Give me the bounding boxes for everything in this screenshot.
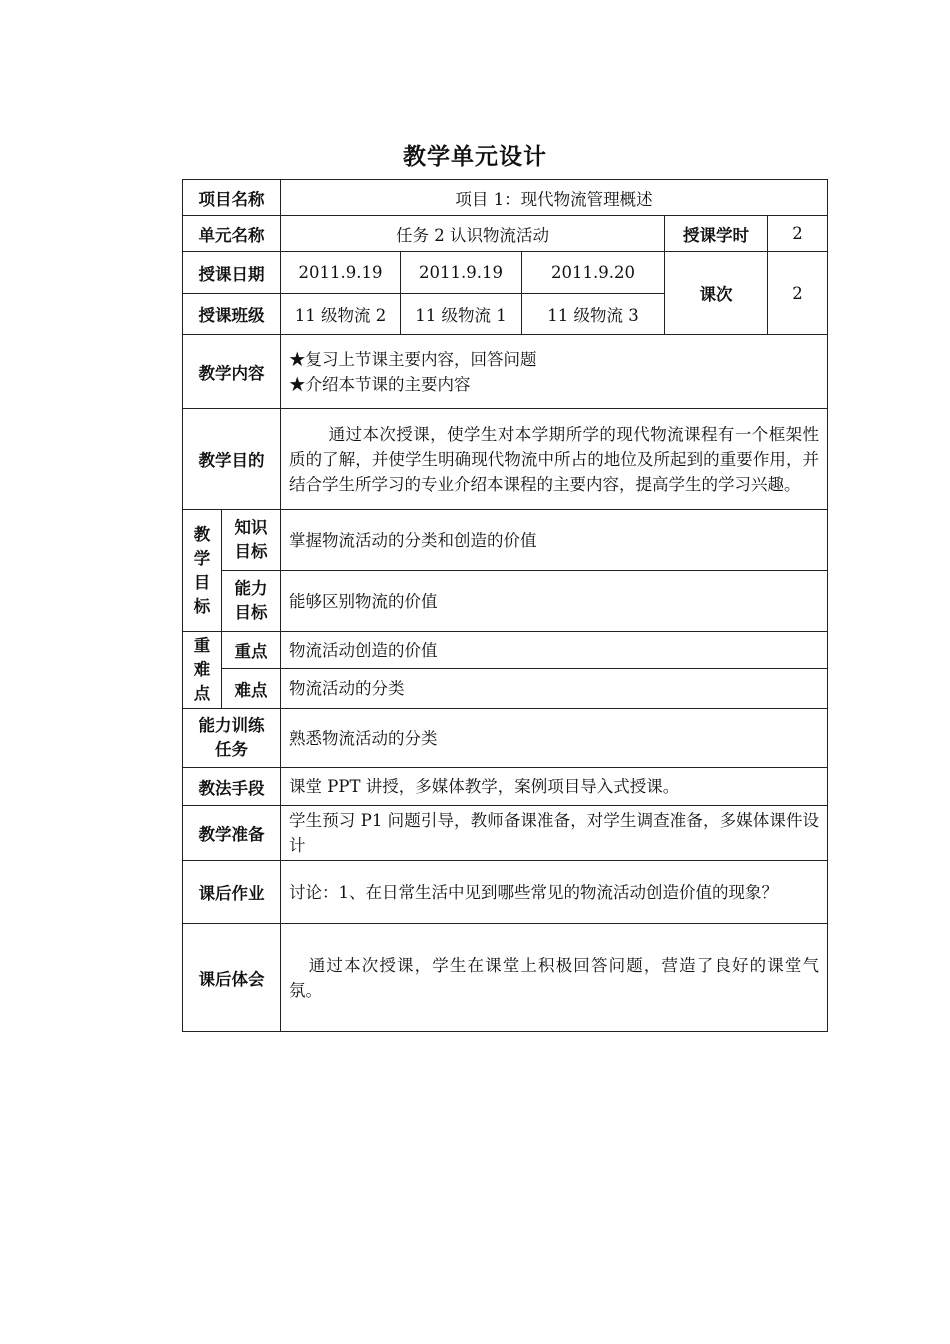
- homework-value: 讨论：1、在日常生活中见到哪些常见的物流活动创造价值的现象？: [281, 861, 828, 924]
- key-value: 物流活动创造的价值: [281, 632, 828, 669]
- project-label: 项目名称: [183, 180, 281, 216]
- knowledge-value: 掌握物流活动的分类和创造的价值: [281, 510, 828, 571]
- content-line: ★介绍本节课的主要内容: [289, 374, 471, 394]
- lesson-label: 课次: [665, 252, 768, 335]
- content-value: [281, 335, 828, 409]
- project-row: [183, 180, 828, 216]
- dates-row: [183, 252, 828, 294]
- unit-row: [183, 216, 828, 252]
- content-label: 教学内容: [183, 335, 281, 409]
- content-row: [183, 335, 828, 409]
- difficult-point-row: [183, 669, 828, 709]
- homework-row: [183, 861, 828, 924]
- key-label: 重点: [222, 632, 281, 669]
- goals-label-char: 标: [193, 596, 211, 616]
- hours-value: 2: [768, 216, 828, 252]
- training-label-line: 能力训练: [198, 716, 265, 735]
- key-points-label-char: 难: [193, 660, 211, 679]
- preparation-row: [183, 806, 828, 861]
- ability-label-line: 目标: [234, 603, 268, 622]
- ability-row: [183, 571, 828, 632]
- date-cell: 2011.9.19: [281, 252, 401, 294]
- key-points-label-char: 点: [193, 684, 211, 703]
- training-label: [183, 709, 281, 768]
- hours-label: 授课学时: [665, 216, 768, 252]
- date-cell: 2011.9.20: [522, 252, 665, 294]
- homework-label: 课后作业: [183, 861, 281, 924]
- methods-value: 课堂 PPT 讲授，多媒体教学，案例项目导入式授课。: [281, 768, 828, 806]
- knowledge-row: [183, 510, 828, 571]
- training-label-line: 任务: [215, 740, 248, 759]
- dates-label: 授课日期: [183, 252, 281, 294]
- class-cell: 11 级物流 3: [522, 294, 665, 335]
- classes-label: 授课班级: [183, 294, 281, 335]
- goals-label-char: 目: [193, 572, 211, 592]
- content-line: ★复习上节课主要内容，回答问题: [289, 349, 537, 369]
- unit-label: 单元名称: [183, 216, 281, 252]
- reflection-row: [183, 924, 828, 1032]
- key-points-label-char: 重: [193, 636, 211, 655]
- unit-design-table: [182, 179, 828, 1032]
- goals-label-char: 教: [193, 524, 211, 544]
- key-points-label: [183, 632, 222, 709]
- class-cell: 11 级物流 2: [281, 294, 401, 335]
- ability-label: [222, 571, 281, 632]
- knowledge-label-line: 知识: [234, 518, 268, 537]
- class-cell: 11 级物流 1: [401, 294, 522, 335]
- goals-label: [183, 510, 222, 632]
- preparation-value: 学生预习 P1 问题引导，教师备课准备，对学生调查准备，多媒体课件设计: [281, 806, 828, 861]
- ability-value: 能够区别物流的价值: [281, 571, 828, 632]
- unit-value: 任务 2 认识物流活动: [281, 216, 665, 252]
- goals-label-char: 学: [193, 548, 211, 568]
- training-row: [183, 709, 828, 768]
- lesson-value: 2: [768, 252, 828, 335]
- knowledge-label-line: 目标: [234, 542, 268, 561]
- methods-row: [183, 768, 828, 806]
- reflection-label: 课后体会: [183, 924, 281, 1032]
- purpose-value: 通过本次授课，使学生对本学期所学的现代物流课程有一个框架性质的了解，并使学生明确现代物流中所占的地位及所起到的重要作用，并结合学生所学习的专业介绍本课程的主要内容，提高学生的学习兴趣。: [281, 409, 828, 510]
- date-cell: 2011.9.19: [401, 252, 522, 294]
- difficult-value: 物流活动的分类: [281, 669, 828, 709]
- difficult-label: 难点: [222, 669, 281, 709]
- ability-label-line: 能力: [234, 579, 268, 598]
- methods-label: 教法手段: [183, 768, 281, 806]
- reflection-value: 通过本次授课，学生在课堂上积极回答问题，营造了良好的课堂气氛。: [281, 924, 828, 1032]
- purpose-row: [183, 409, 828, 510]
- knowledge-label: [222, 510, 281, 571]
- preparation-label: 教学准备: [183, 806, 281, 861]
- key-point-row: [183, 632, 828, 669]
- page-title: 教学单元设计: [403, 144, 547, 170]
- training-value: 熟悉物流活动的分类: [281, 709, 828, 768]
- project-value: 项目 1：现代物流管理概述: [281, 180, 828, 216]
- purpose-label: 教学目的: [183, 409, 281, 510]
